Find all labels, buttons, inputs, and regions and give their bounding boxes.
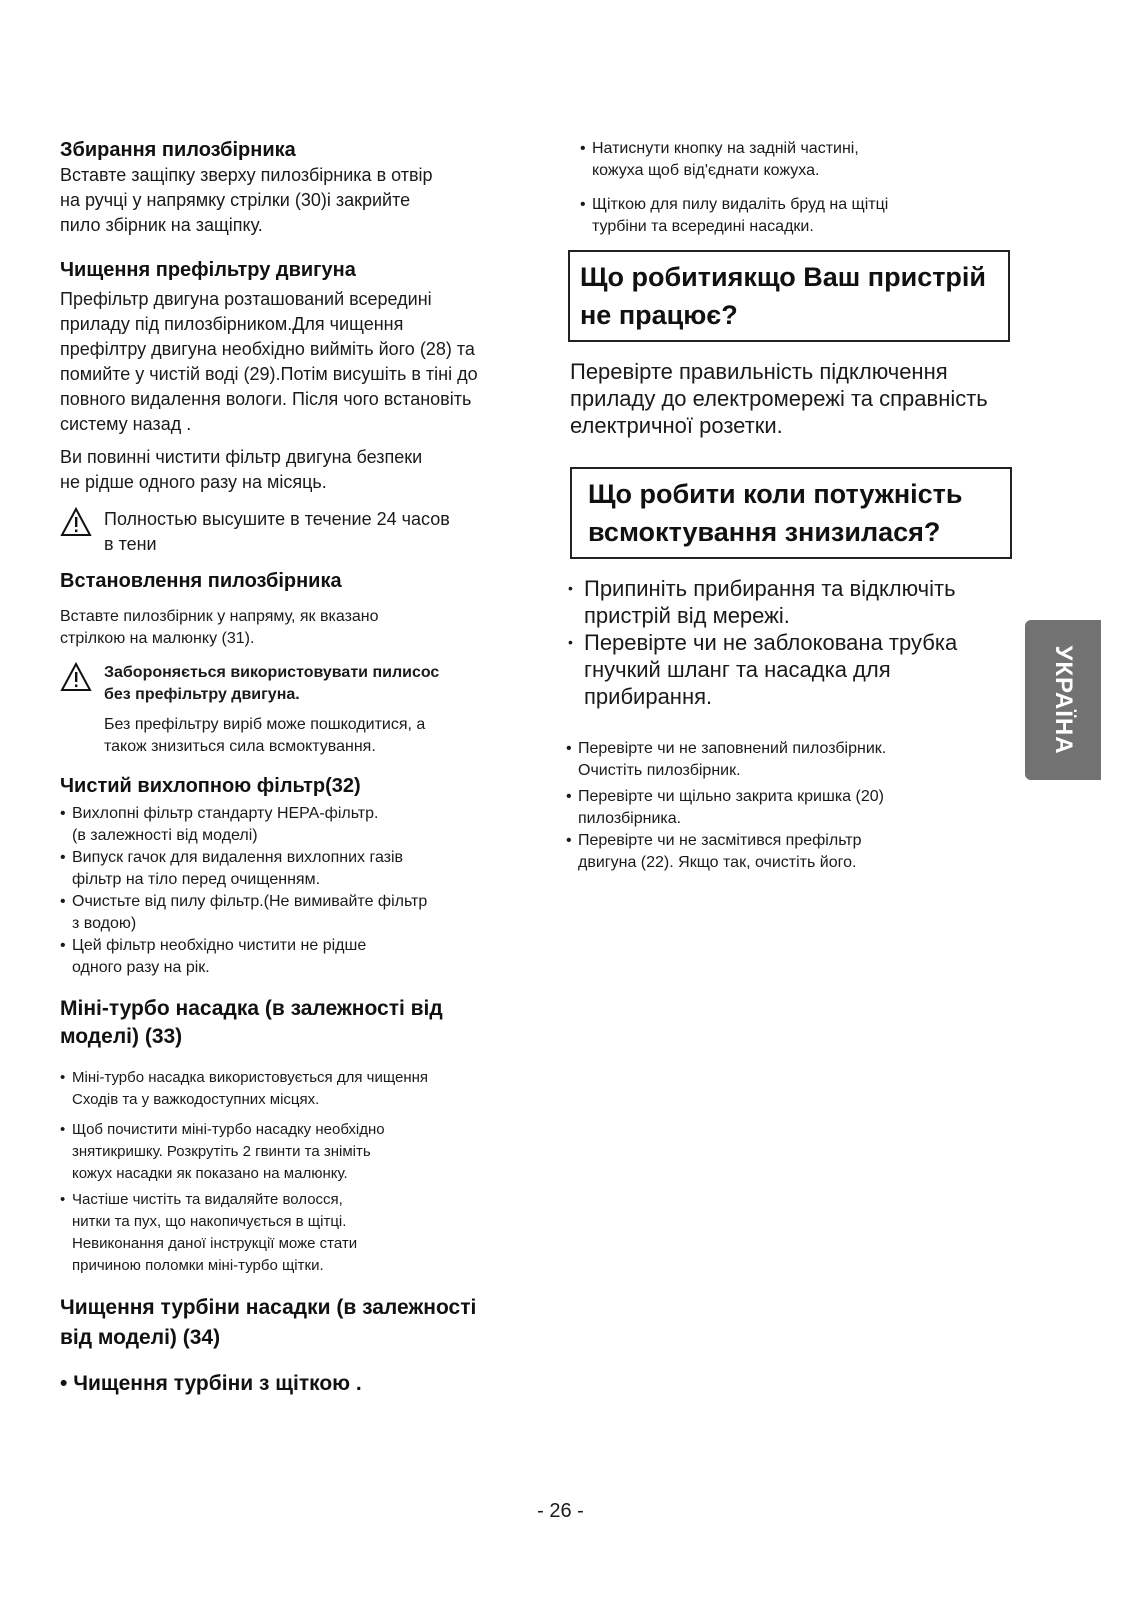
list-item: • Щоб почистити міні-турбо насадку необхідно знятикришку. Розкрутіть 2 гвинти та зніміть кожух насадки як показано на малюнку. — [60, 1121, 385, 1182]
text-line: систему назад . — [60, 414, 192, 434]
text-line: Вставте пилозбірник у напряму, як вказано — [60, 608, 379, 625]
section-title: від моделі) (34) — [60, 1326, 221, 1349]
bullet-heading: • Чищення турбіни з щіткою . — [60, 1372, 362, 1395]
list-item: • Очистьте від пилу фільтр.(Не вимивайте фільтр з водою) — [60, 893, 428, 932]
list-item: • Перевірте чи не заповнений пилозбірник. Очистіть пилозбірник. — [566, 740, 887, 779]
section-mini-turbo — [60, 995, 560, 1277]
list-item: • Міні-турбо насадка використовується для чищення Сходів та у важкодоступних місцях. — [60, 1069, 429, 1108]
warning-triangle-icon — [60, 507, 92, 537]
text-line: в тени — [104, 534, 157, 554]
warning-dry — [60, 507, 560, 557]
text-line: Полностью высушите в течение 24 часов — [104, 509, 450, 529]
section-title: Чистий вихлопною фільтр(32) — [60, 775, 361, 797]
section-not-working-text — [570, 358, 1020, 439]
list-item: • Перевірте чи не заблокована трубка гнучкий шланг та насадка для прибирання. — [568, 630, 958, 709]
text-line: не рідше одного разу на місяць. — [60, 472, 327, 492]
list-item: • Припиніть прибирання та відключіть пристрій від мережі. — [568, 576, 956, 628]
list-item: • Частіше чистіть та видаляйте волосся, нитки та пух, що накопичується в щітці. Невиконання даної інструкції може стати причиною поломки міні-турбо щітки. — [60, 1191, 358, 1274]
text-line: на ручці у напрямку стрілки (30)і закрийте — [60, 190, 411, 210]
section-exhaust-filter — [60, 774, 560, 979]
page-number: - 26 - — [537, 1500, 584, 1522]
text-line: стрілкою на малюнку (31). — [60, 630, 255, 647]
side-tab-label: УКРАЇНА — [1050, 645, 1077, 755]
section-title: Чищення префільтру двигуна — [60, 259, 356, 281]
text-line: Перевірте правильність підключення — [570, 359, 948, 384]
text-line: Ви повинні чистити фільтр двигуна безпеки — [60, 447, 423, 467]
list-item: • Цей фільтр необхідно чистити не рідше одного разу на рік. — [60, 937, 367, 976]
list-item: • Перевірте чи щільно закрита кришка (20) пилозбірника. — [566, 788, 884, 827]
bullet-list — [566, 738, 1020, 874]
heading-box-not-working: Що робитиякщо Ваш пристрій не працює? — [568, 250, 1010, 342]
language-side-tab — [1025, 620, 1101, 780]
heading-box-suction-reduced: Що робити коли потужність всмоктування знизилася? — [570, 467, 1012, 559]
section-dustbin-assembly — [60, 138, 560, 238]
section-motor-prefilter — [60, 258, 560, 495]
warning-bold-line: Забороняється використовувати пилисос — [104, 664, 440, 681]
bullet-list — [60, 803, 560, 979]
text-line: Вставте защіпку зверху пилозбірника в отвір — [60, 165, 433, 185]
bullet-list — [60, 1067, 560, 1277]
right-column — [566, 138, 1020, 874]
text-line: префілтру двигуна необхідно вийміть його (28) та — [60, 339, 475, 359]
warning-triangle-icon — [60, 662, 92, 692]
list-item: • Натиснути кнопку на задній частині, кожуха щоб від'єднати кожуха. — [580, 140, 859, 179]
warning-no-prefilter — [60, 662, 560, 758]
text-line: пило збірник на защіпку. — [60, 215, 263, 235]
list-item: • Випуск гачок для видалення вихлопних газів фільтр на тіло перед очищенням. — [60, 849, 404, 888]
text-line: Префільтр двигуна розташований всередині — [60, 289, 432, 309]
section-title: Встановлення пилозбірника — [60, 570, 342, 592]
list-item: • Перевірте чи не засмітився префільтр двигуна (22). Якщо так, очистіть його. — [566, 832, 862, 871]
section-dustbin-install — [60, 569, 560, 650]
text-line: повного видалення вологи. Після чого встановіть — [60, 389, 472, 409]
list-item: • Щіткою для пилу видаліть бруд на щітці турбіни та всередині насадки. — [580, 196, 889, 235]
text-line: помийте у чистій воді (29).Потім висушіть в тіні до — [60, 364, 478, 384]
section-title: моделі) (33) — [60, 1025, 183, 1048]
text-line: Без префільтру виріб може пошкодитися, а — [104, 716, 426, 733]
text-line: також знизиться сила всмоктування. — [104, 738, 376, 755]
left-column — [60, 138, 560, 1399]
warning-bold-line: без префільтру двигуна. — [104, 686, 300, 703]
text-line: електричної розетки. — [570, 413, 783, 438]
section-suction-big-items — [568, 575, 1020, 710]
section-title: Збирання пилозбірника — [60, 139, 296, 161]
text-line: приладу під пилозбірником.Для чищення — [60, 314, 404, 334]
section-turbine-cleaning — [60, 1293, 560, 1399]
section-title: Міні-турбо насадка (в залежності від — [60, 997, 443, 1020]
section-title: Чищення турбіни насадки (в залежності — [60, 1296, 477, 1319]
bullet-list — [580, 138, 1020, 238]
bullet-list — [568, 575, 1020, 710]
list-item: • Вихлопні фільтр стандарту HEPA-фільтр. (в залежності від моделі) — [60, 805, 379, 844]
text-line: приладу до електромережі та справність — [570, 386, 988, 411]
